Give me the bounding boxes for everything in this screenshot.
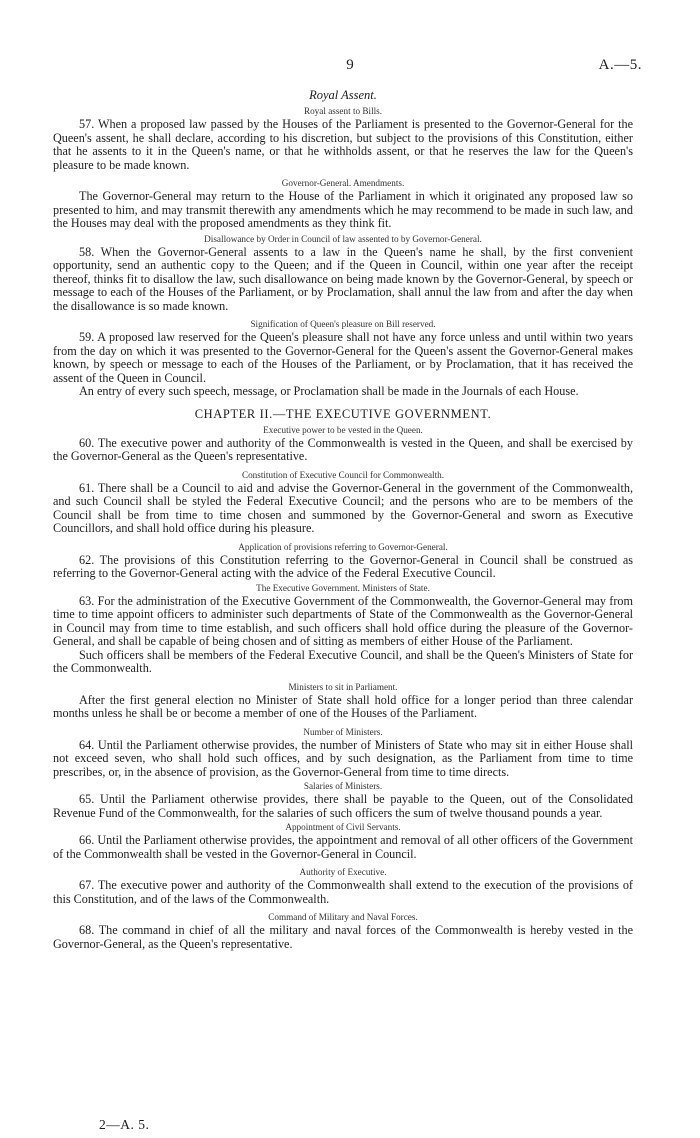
marginal-note: The Executive Government. Ministers of State.	[256, 582, 430, 593]
paragraph-58: 58. When the Governor-General assents to a law in the Queen's name he shall, by the first convenient opportunity, send an authentic copy to the Queen; and if the Queen in Council, within one year after the receipt thereof, thinks fit to disallow the law, such disallowance on being made known by the Governor-General, by speech or message to each of the Houses of the Parliament, or by Proclamation, shall annul the law from and after the day when the disallowance is so made known.	[53, 244, 633, 313]
paragraph-68: 68. The command in chief of all the military and naval forces of the Commonwealth is hereby vested in the Governor-General, as the Queen's representative.	[53, 923, 633, 951]
paragraph-67: 67. The executive power and authority of the Commonwealth shall extend to the execution of the provisions of this Constitution, and of the laws of the Commonwealth.	[53, 878, 633, 906]
marginal-note: Authority of Executive.	[299, 867, 387, 877]
marginal-note: Signification of Queen's pleasure on Bill reserved.	[250, 319, 436, 329]
marginal-note: Command of Military and Naval Forces.	[268, 912, 418, 922]
marginal-note: Ministers to sit in Parliament.	[288, 681, 398, 692]
marginal-note: Number of Ministers.	[303, 726, 383, 737]
paragraph-64-parliament: After the first general election no Minister of State shall hold office for a longer period than three calendar months unless he shall be or become a member of one of the Houses of the Parliament.	[53, 692, 633, 720]
paragraph-62: 62. The provisions of this Constitution referring to the Governor-General in Council shall be construed as referring to the Governor-General acting with the advice of the Federal Executive Council.	[53, 552, 633, 580]
footer-signature: 2—A. 5.	[99, 1117, 150, 1132]
page-number: 9	[346, 57, 354, 73]
paragraph-59-entry: An entry of every such speech, message, or Proclamation shall be made in the Journals of each House.	[79, 384, 579, 398]
marginal-note: Governor-General. Amendments.	[281, 178, 405, 188]
paragraph-57-amendments: The Governor-General may return to the House of the Parliament in which it originated any proposed law so presented to him, and may transmit therewith any amendments which he may recommend to be made in such law, and the Houses may deal with the proposed amendments as they think fit.	[53, 189, 633, 230]
paragraph-66: 66. Until the Parliament otherwise provides, the appointment and removal of all other officers of the Government of the Commonwealth shall be vested in the Governor-General in Council.	[53, 833, 633, 861]
section-heading-royal-assent: Royal Assent.	[309, 88, 377, 102]
paragraph-63: 63. For the administration of the Executive Government of the Commonwealth, the Governor-General may from time to time appoint officers to administer such departments of State of the Commonwealth as the Governor-General in Council may from time to time establish, and such officers shall hold office during the pleasure of the Governor-General, and shall be capable of being chosen and of sitting as members of either House of the Parliament.	[53, 593, 633, 648]
marginal-note: Royal assent to Bills.	[303, 106, 383, 116]
marginal-note: Constitution of Executive Council for Commonwealth.	[241, 469, 445, 480]
marginal-note: Disallowance by Order in Council of law assented to by Governor-General.	[204, 233, 482, 244]
paragraph-57: 57. When a proposed law passed by the Houses of the Parliament is presented to the Governor-General for the Queen's assent, he shall declare, according to his discretion, but subject to the provisions of this Constitution, either that he assents to it in the Queen's name, or that he withholds assent, or that he reserves the law for the Queen's pleasure to be made known.	[53, 117, 633, 172]
paragraph-65: 65. Until the Parliament otherwise provides, there shall be payable to the Queen, out of the Consolidated Revenue Fund of the Commonwealth, for the salaries of such officers the sum of twelve thousand pounds a year.	[53, 792, 633, 820]
paragraph-63-ministers: Such officers shall be members of the Federal Executive Council, and shall be the Queen's Ministers of State for the Commonwealth.	[53, 647, 633, 675]
paragraph-60: 60. The executive power and authority of the Commonwealth is vested in the Queen, and shall be exercised by the Governor-General as the Queen's representative.	[53, 435, 633, 463]
paper-reference: A.—5.	[598, 57, 642, 73]
marginal-note: Appointment of Civil Servants.	[285, 822, 401, 832]
paragraph-59: 59. A proposed law reserved for the Queen's pleasure shall not have any force unless and until within two years from the day on which it was presented to the Governor-General for the Queen's assent the Governor-General makes known, by speech or message to each of the Houses of the Parliament, or by Proclamation, that it has received the assent of the Queen in Council.	[53, 330, 633, 385]
marginal-note: Salaries of Ministers.	[303, 781, 383, 791]
page-body	[53, 88, 633, 951]
paragraph-61: 61. There shall be a Council to aid and advise the Governor-General in the government of the Commonwealth, and such Council shall be styled the Federal Executive Council; and the persons who are to be members of the Council shall be from time to time chosen and summoned by the Governor-General and sworn as Executive Councillors, and shall hold office during his pleasure.	[53, 480, 633, 535]
chapter-heading: CHAPTER II.—THE EXECUTIVE GOVERNMENT.	[194, 406, 492, 421]
marginal-note: Executive power to be vested in the Queen.	[263, 424, 423, 435]
marginal-note: Application of provisions referring to Governor-General.	[238, 541, 448, 552]
paragraph-64: 64. Until the Parliament otherwise provides, the number of Ministers of State who may sit in either House shall not exceed seven, who shall hold such offices, and by such designation, as the Parliament from time to time prescribes, or, in the absence of provision, as the Governor-General from time to time directs.	[53, 737, 633, 779]
